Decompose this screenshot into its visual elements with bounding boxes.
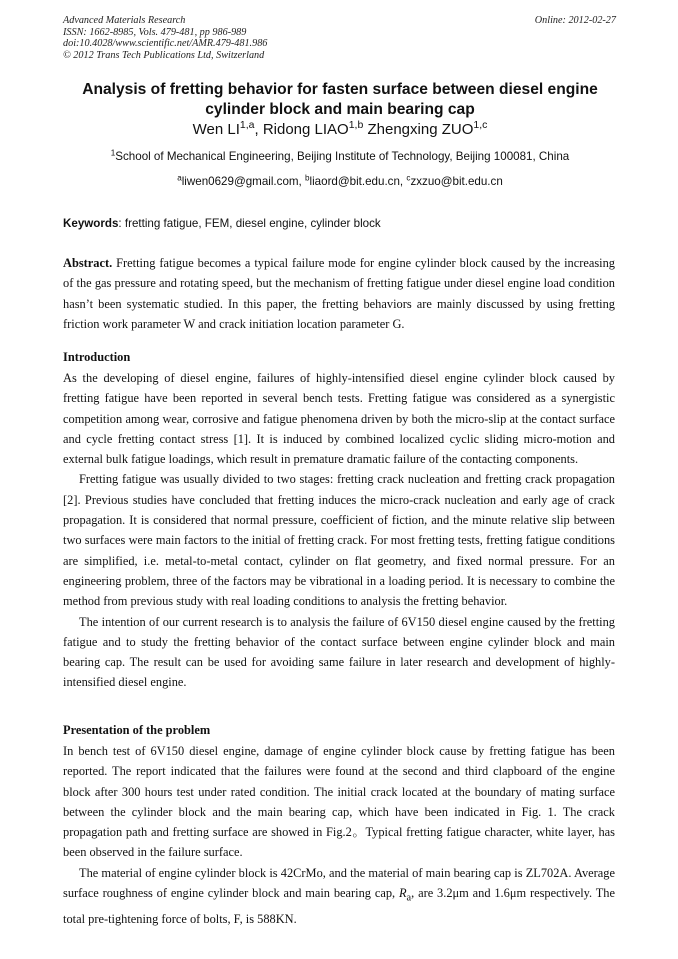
email-a: liwen0629@gmail.com, bbox=[181, 175, 302, 188]
keywords bbox=[63, 217, 381, 230]
affiliation-text: School of Mechanical Engineering, Beijing Institute of Technology, Beijing 100081, China bbox=[115, 150, 570, 163]
journal-name: Advanced Materials Research bbox=[63, 15, 186, 26]
author-3-name: Zhengxing ZUO bbox=[367, 121, 474, 138]
abstract-text: Fretting fatigue becomes a typical failure mode for engine cylinder block caused by the increasing of the gas pressure and rotating speed, but the mechanism of fretting fatigue under diesel engine load condition hasn’t been systematic studied. In this paper, the fretting behaviors are mainly discussed by using fretting friction work parameter W and crack initiation location parameter G. bbox=[63, 256, 615, 331]
title-line-2: cylinder block and main bearing cap bbox=[205, 101, 475, 118]
affiliation-sup: 1 bbox=[110, 148, 116, 158]
abstract bbox=[63, 253, 615, 334]
author-1-sup: 1,a bbox=[239, 119, 255, 132]
journal-copyright: © 2012 Trans Tech Publications Ltd, Switzerland bbox=[63, 49, 265, 61]
introduction-heading: Introduction bbox=[63, 350, 131, 364]
problem-paragraph-1: In bench test of 6V150 diesel engine, damage of engine cylinder block cause by fretting fatigue has been reported. The report indicated that the failures were found at the second and third clapboard of the engine block after 300 hours test under rated condition. The initial crack located at the boundary of mating surface between the cylinder block and the main bearing cap, which have been indicated in Fig. 1. The crack propagation path and fretting surface are showed in Fig.2。Typical fretting fatigue character, white layer, has been observed in the failure surface. bbox=[63, 744, 615, 860]
journal-info bbox=[63, 15, 267, 61]
affiliation bbox=[40, 150, 640, 163]
keywords-text: : fretting fatigue, FEM, diesel engine, cylinder block bbox=[118, 217, 381, 230]
intro-paragraph-2: Fretting fatigue was usually divided to two stages: fretting crack nucleation and fretting crack propagation [2]. Previous studies have concluded that fretting induces the micro-crack nucleation and early age of crack propagation. It is considered that normal pressure, coefficient of fiction, and the minute relative slip between two surfaces were main factors to the initial of fretting crack. For most fretting tests, fretting fatigue conditions are simplified, i.e. metal-to-metal contact, cylinder on flat geometry, and fixed normal pressure. For an engineering problem, three of the factors may be vibrational in a loading period. It is necessary to combine the method from previous study with real loading conditions to analysis the fretting behavior. bbox=[63, 472, 615, 609]
email-b-sup: b bbox=[305, 173, 310, 183]
email-a-sup: a bbox=[177, 173, 182, 183]
author-2-name: Ridong LIAO bbox=[262, 121, 349, 138]
abstract-label: Abstract. bbox=[63, 256, 113, 270]
problem-heading: Presentation of the problem bbox=[63, 723, 211, 737]
introduction-body bbox=[63, 368, 615, 693]
roughness-symbol: R bbox=[398, 886, 407, 901]
email-c-sup: c bbox=[406, 173, 411, 183]
journal-doi: doi:10.4028/www.scientific.net/AMR.479-481.986 bbox=[63, 38, 268, 50]
author-list: Wen LI$^{1,a}$, Ridong LIAO$^{1,b}$ Zhengxing ZUO$^{1,c}$ bbox=[192, 119, 488, 138]
journal-issn: ISSN: 1662-8985, Vols. 479-481, pp 986-989 bbox=[63, 26, 247, 38]
email-list bbox=[40, 175, 640, 188]
email-b: liaord@bit.edu.cn, bbox=[309, 175, 404, 188]
paper-title bbox=[60, 80, 620, 120]
email-c: zxzuo@bit.edu.cn bbox=[410, 175, 503, 188]
keywords-label: Keywords bbox=[63, 217, 119, 230]
problem-paragraph-2 bbox=[63, 863, 615, 929]
roughness-subscript: a bbox=[406, 892, 412, 904]
intro-paragraph-1: As the developing of diesel engine, failures of highly-intensified diesel engine cylinder block caused by fretting fatigue have been reported in several bench tests. Fretting fatigue was considered as a synergistic competition among wear, corrosive and fatigue phenomena driven by both the micro-slip at the contact surface and cycle fretting contact stress [1]. It is induced by combined localized cyclic sliding micro-motion and external bulk fatigue loadings, which result in premature dramatic failure of the contacting components. bbox=[63, 371, 615, 467]
author-2-sup: 1,b bbox=[348, 119, 364, 132]
intro-paragraph-3: The intention of our current research is to analysis the failure of 6V150 diesel engine caused by the fretting fatigue and to study the fretting behavior of the contact surface between engine cylinder block and main bearing cap. The result can be used for avoiding same failure in later research and development of highly-intensified diesel engine. bbox=[63, 614, 615, 690]
problem-p2-part-a: The material of engine cylinder block is 42CrMo, and the material of main bearing cap is ZL702A. Average surface roughness of engine cylinder block and main bearing cap, bbox=[63, 865, 615, 901]
problem-body bbox=[63, 741, 615, 929]
author-3-sup: 1,c bbox=[473, 119, 488, 132]
author-1-name: Wen LI bbox=[192, 121, 240, 138]
online-date: Online: 2012-02-27 bbox=[534, 15, 616, 26]
problem-p2-part-b: , are 3.2μm and 1.6μm respectively. The total pre-tightening force of bolts, F, is 588KN. bbox=[63, 886, 615, 926]
title-line-1: Analysis of fretting behavior for fasten surface between diesel engine bbox=[82, 81, 598, 98]
